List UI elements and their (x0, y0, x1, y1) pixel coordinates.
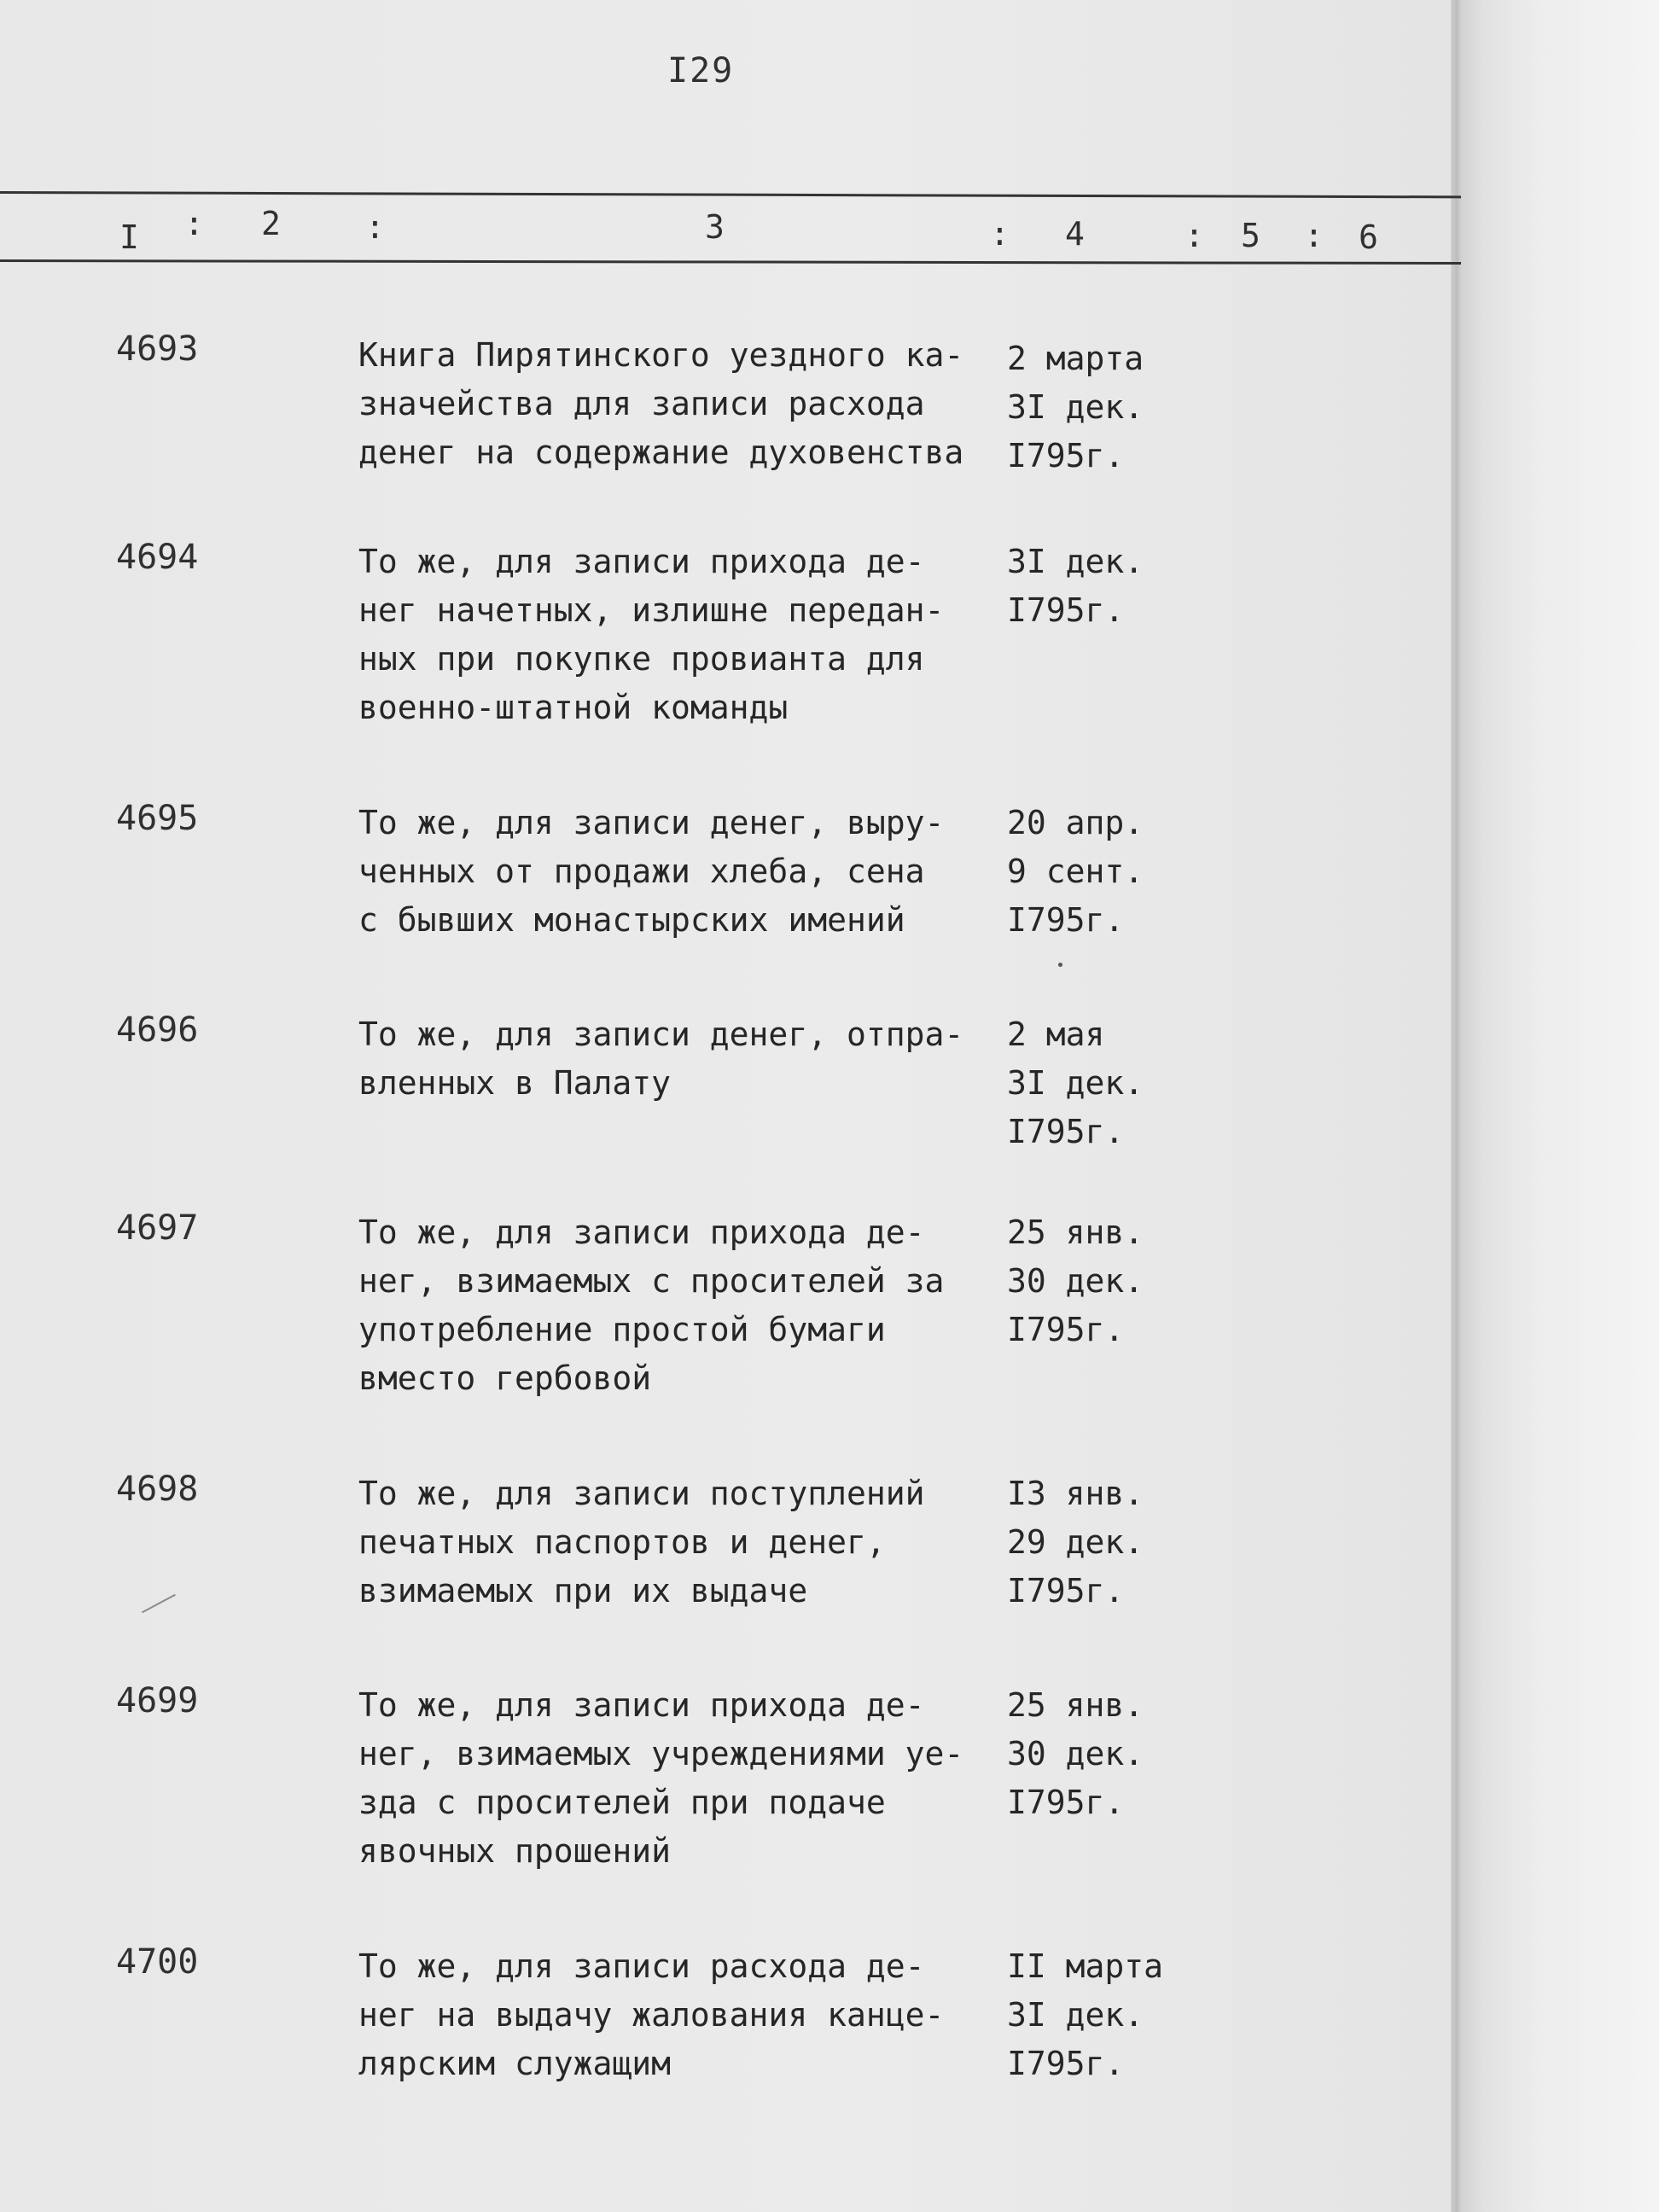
entry-number: 4695 (116, 799, 199, 838)
entry-dates: 2 марта 3I дек. I795г. (1007, 340, 1144, 474)
entry-description: Книга Пирятинского уездного ка- значейства для записи расхода денег на содержание духовенства (358, 336, 964, 471)
entry-number: 4699 (116, 1681, 199, 1720)
entry-description: То же, для записи прихода де- нег, взимаемых с просителей за употребление простой бумаги вместо гербовой (358, 1214, 945, 1397)
column-separator: : (1185, 217, 1204, 254)
entry-dates: 25 янв. 30 дек. I795г. (1007, 1686, 1144, 1821)
entry-dates: II марта 3I дек. I795г. (1007, 1947, 1164, 2082)
entry-description: То же, для записи прихода де- нег, взимаемых учреждениями уе- зда с просителей при подаче явочных прошений (358, 1686, 964, 1870)
column-header-4: 4 (1065, 215, 1085, 253)
page-number: I29 (667, 51, 735, 90)
entry-description: То же, для записи денег, отпра- вленных в Палату (358, 1016, 964, 1102)
entry-description: То же, для записи прихода де- нег начетных, излишне передан- ных при покупке провианта для военно-штатной команды (358, 543, 945, 726)
entry-number: 4698 (116, 1470, 199, 1509)
entry-number: 4694 (116, 538, 199, 577)
column-separator: : (990, 215, 1010, 253)
entry-description: То же, для записи денег, выру- ченных от продажи хлеба, сена с бывших монастырских имений (358, 804, 945, 939)
entry-number: 4696 (116, 1010, 199, 1050)
column-header-1: I (119, 218, 139, 256)
column-header-6: 6 (1359, 218, 1378, 256)
entry-description: То же, для записи поступлений печатных паспортов и денег, взимаемых при их выдаче (358, 1475, 925, 1610)
entry-number: 4693 (116, 329, 199, 369)
ink-dot (1058, 963, 1062, 967)
column-header-2: 2 (261, 205, 281, 242)
entry-description: То же, для записи расхода де- нег на выдачу жалования канце- лярским служащим (358, 1947, 945, 2082)
column-header-3: 3 (705, 208, 725, 246)
entry-dates: 20 апр. 9 сент. I795г. (1007, 804, 1144, 939)
entry-number: 4697 (116, 1208, 199, 1248)
column-header-5: 5 (1241, 217, 1260, 254)
entry-dates: 3I дек. I795г. (1007, 543, 1144, 629)
column-separator: : (365, 208, 385, 246)
entry-number: 4700 (116, 1942, 199, 1982)
entry-dates: 25 янв. 30 дек. I795г. (1007, 1214, 1144, 1348)
column-separator: : (1304, 217, 1324, 254)
column-separator: : (184, 205, 204, 242)
entry-dates: I3 янв. 29 дек. I795г. (1007, 1475, 1144, 1610)
entry-dates: 2 мая 3I дек. I795г. (1007, 1016, 1144, 1150)
page-margin-shadow (1461, 0, 1659, 2212)
